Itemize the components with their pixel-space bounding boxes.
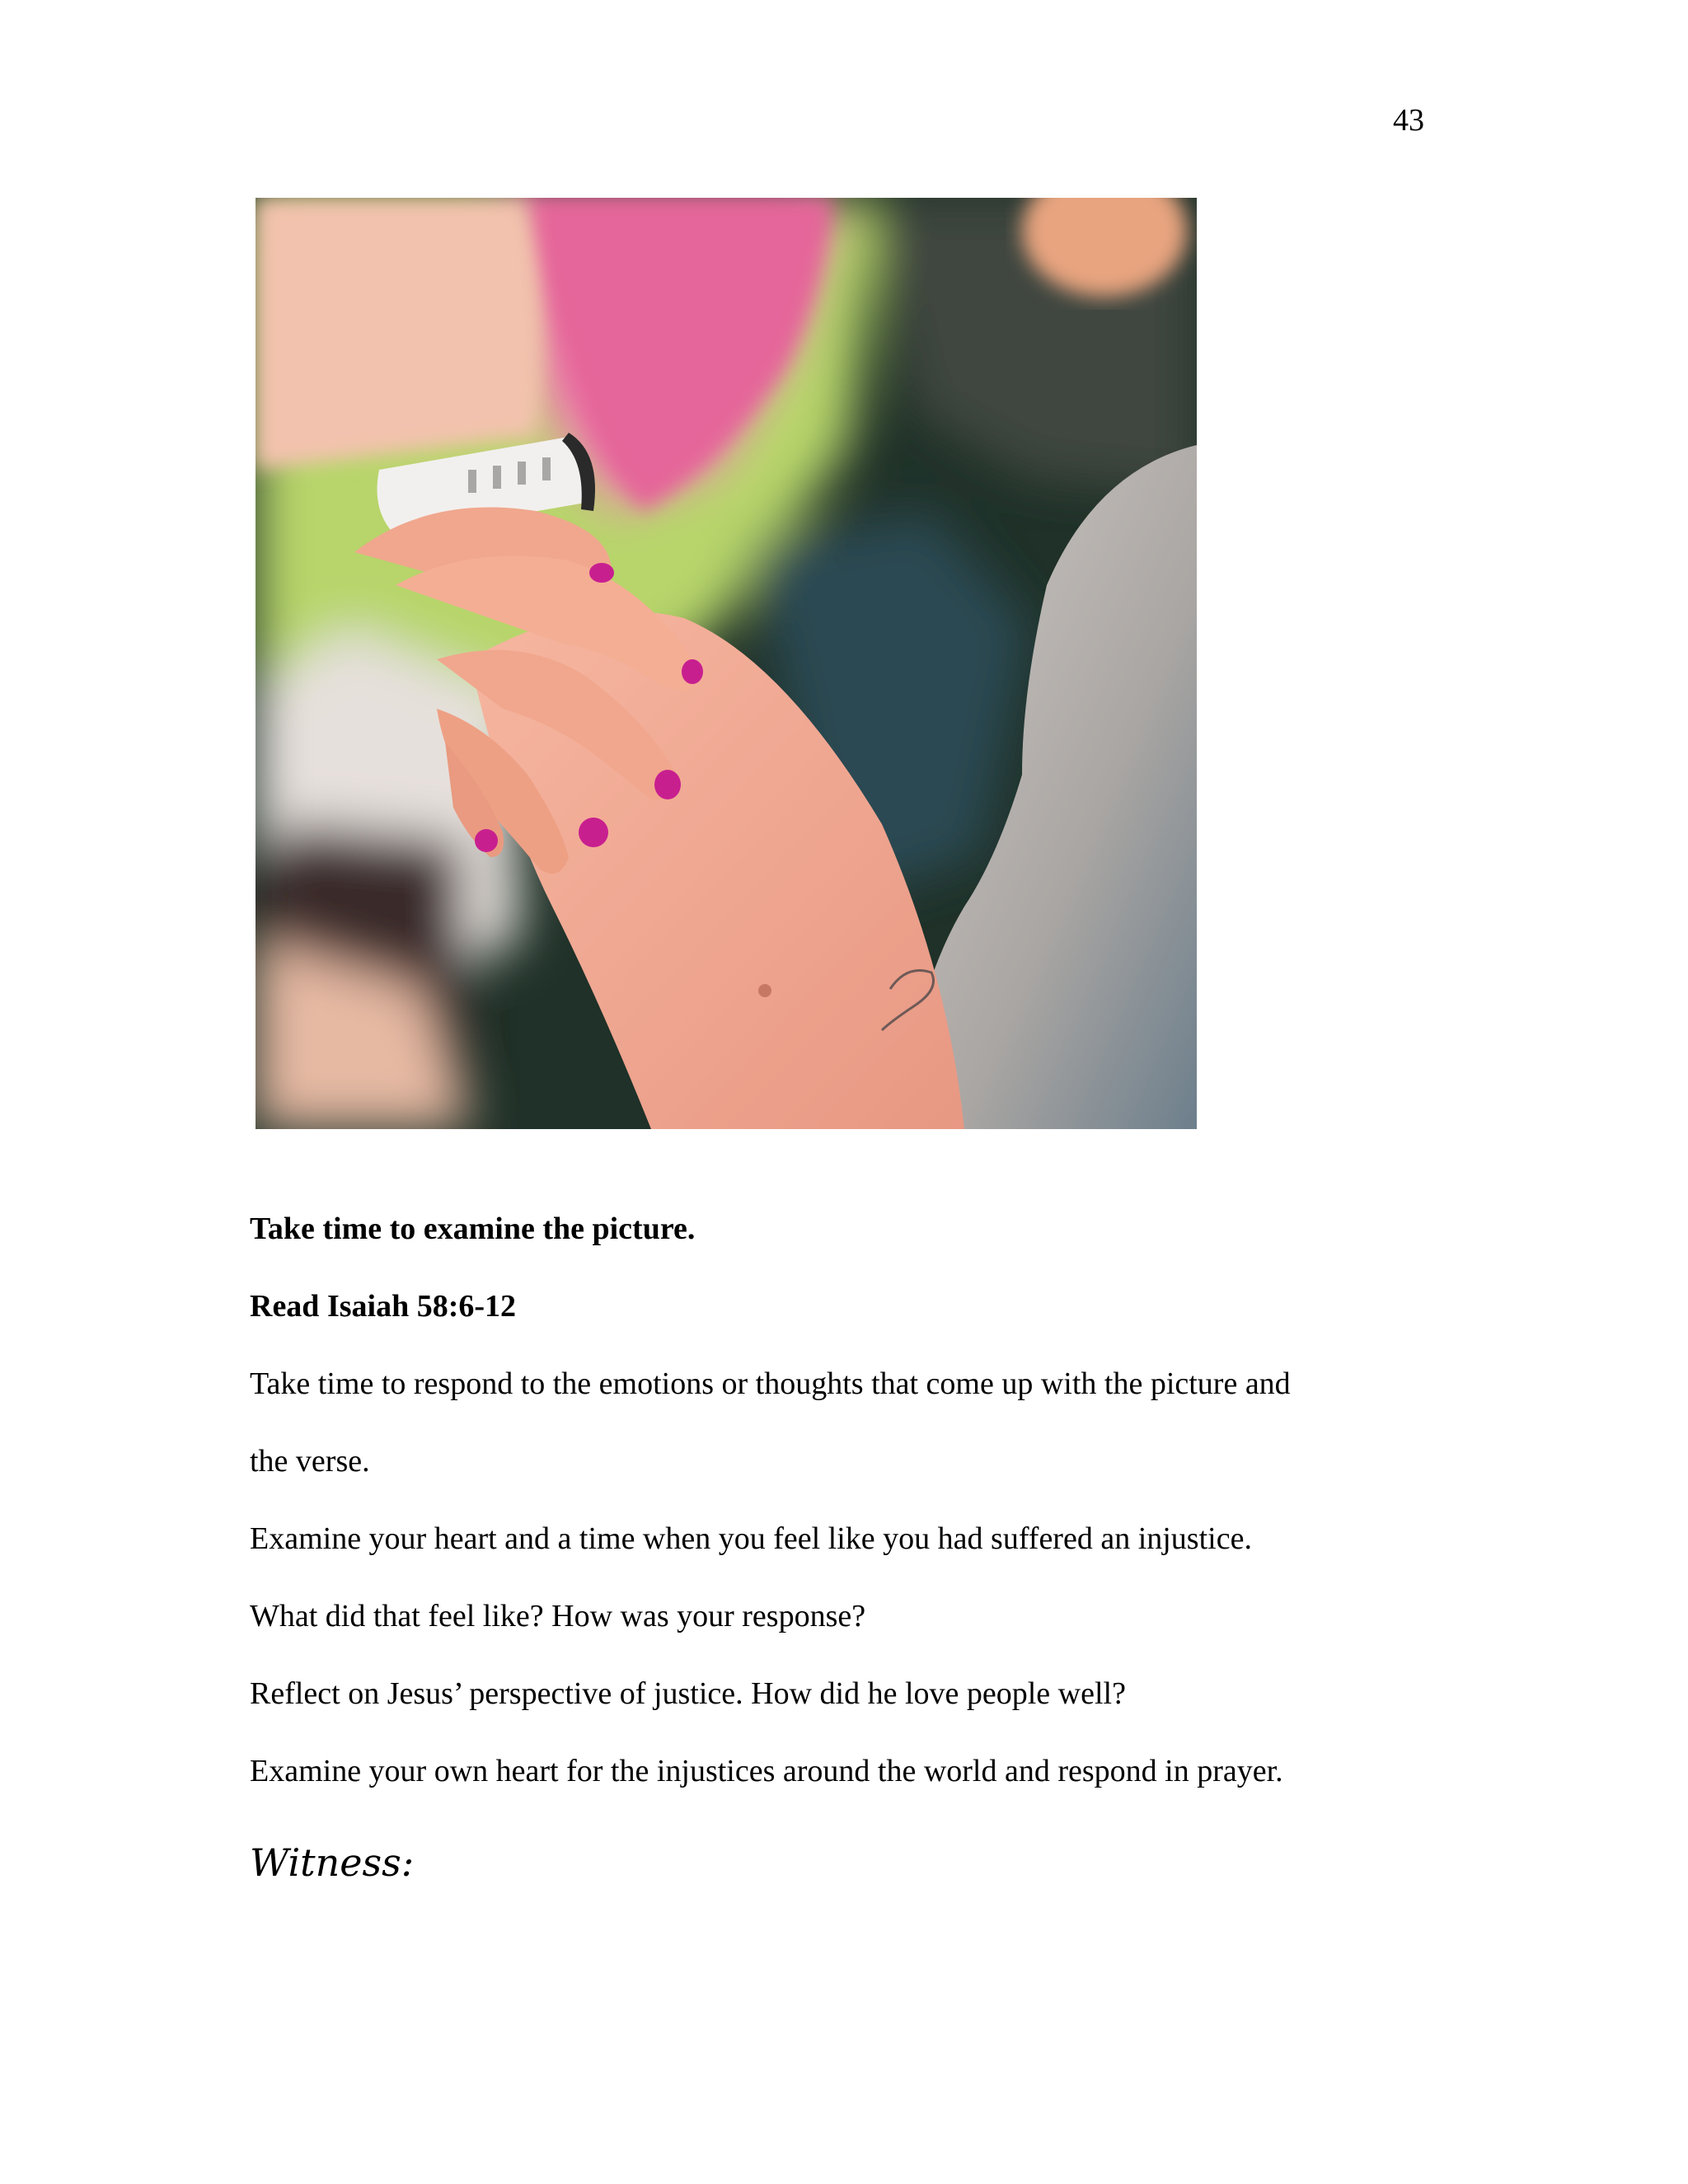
paragraph-reflect-justice: Reflect on Jesus’ perspective of justice. How did he love people well? — [250, 1676, 1126, 1711]
paragraph-what-did-that-feel: What did that feel like? How was your response? — [250, 1599, 866, 1633]
page-number: 43 — [1393, 103, 1424, 138]
witness-label: Witness: — [250, 1840, 415, 1885]
heading-examine-picture: Take time to examine the picture. — [250, 1212, 696, 1246]
photo-of-child-hand-on-adult-arm-icon — [256, 198, 1197, 1129]
paragraph-examine-injustices: Examine your own heart for the injustices around the world and respond in prayer. — [250, 1754, 1283, 1788]
heading-read-isaiah: Read Isaiah 58:6-12 — [250, 1289, 517, 1324]
paragraph-respond-line-1: Take time to respond to the emotions or thoughts that come up with the picture and — [250, 1366, 1291, 1401]
paragraph-respond-line-2: the verse. — [250, 1444, 370, 1479]
paragraph-examine-heart: Examine your heart and a time when you feel like you had suffered an injustice. — [250, 1521, 1252, 1556]
